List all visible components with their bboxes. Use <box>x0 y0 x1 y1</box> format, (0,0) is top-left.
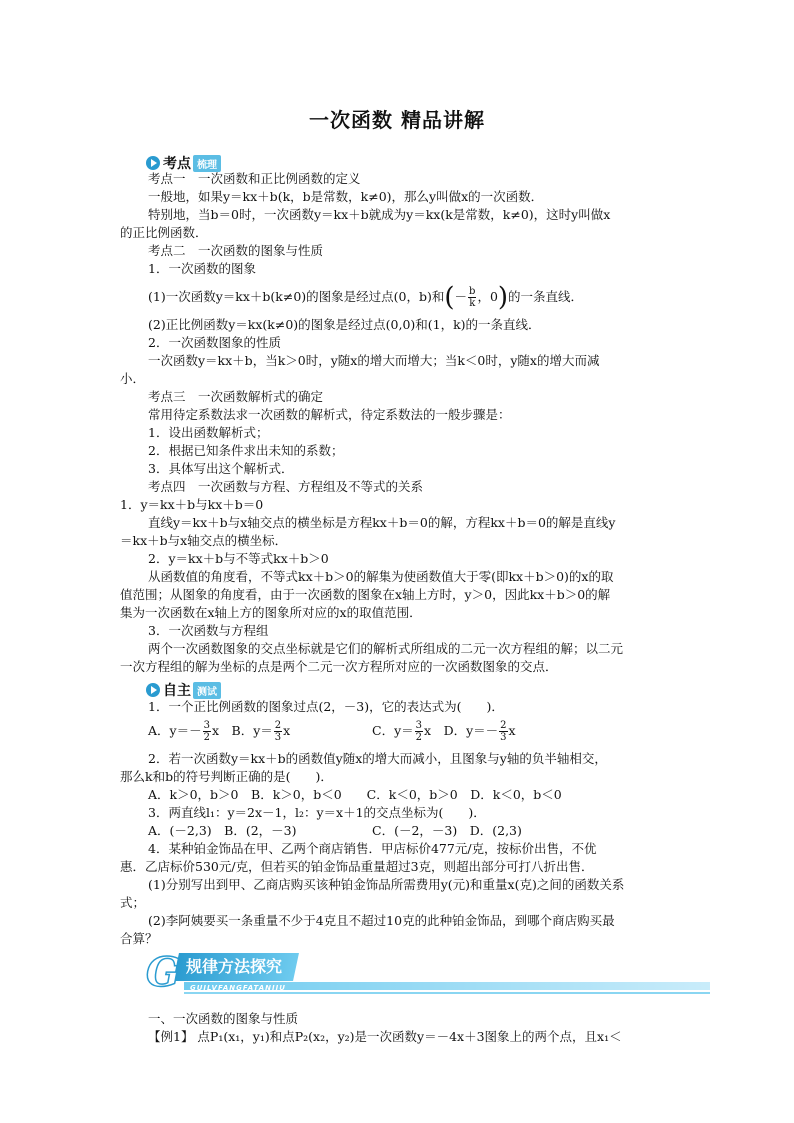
text-line: 集为一次函数在x轴上方的图象所对应的x的取值范围． <box>120 605 422 620</box>
text-line: 一、一次函数的图象与性质 <box>148 1011 299 1026</box>
question-3: 3．两直线l₁：y＝2x－1，l₂：y＝x＋1的交点坐标为( )． <box>148 805 486 820</box>
question-2-options: A．k＞0，b＞0 B．k＞0，b＜0 C．k＜0，b＞0 D．k＜0，b＜0 <box>148 787 562 802</box>
text-line: 考点四 一次函数与方程、方程组及不等式的关系 <box>148 479 424 494</box>
fraction: $\frac{b}{k}$ <box>469 286 476 309</box>
text-line: 从函数值的角度看，不等式kx＋b＞0的解集为使函数值大于零(即kx＋b＞0)的x的取 <box>148 569 614 584</box>
text-line: 小． <box>120 371 146 386</box>
section-heading-main: 考点 <box>163 156 191 172</box>
text-line: 的正比例函数． <box>120 225 208 240</box>
text-line: 常用待定系数法求一次函数的解析式，待定系数法的一般步骤是： <box>148 407 511 422</box>
text-line: 1．y＝kx＋b与kx＋b＝0 <box>120 497 264 512</box>
text-line: 2．y＝kx＋b与不等式kx＋b＞0 <box>148 551 329 566</box>
text-line: 1．设出函数解析式； <box>148 425 269 440</box>
text-segment: (1)一次函数y＝kx＋b(k≠0)的图象是经过点(0，b)和 <box>148 289 445 304</box>
question-1: 1．一个正比例函数的图象过点(2，－3)，它的表达式为( )． <box>148 699 504 714</box>
fraction: $\frac{3}{2}$ <box>415 720 423 743</box>
section-heading-sub: 测试 <box>193 682 221 699</box>
text-line: 特别地，当b＝0时，一次函数y＝kx＋b就成为y＝kx(k是常数，k≠0)，这时y叫做x <box>148 207 611 222</box>
fraction: $\frac{2}{3}$ <box>274 720 282 743</box>
text-line: 惠．乙店标价530元/克，但若买的铂金饰品重量超过3克，则超出部分可打八折出售． <box>120 859 594 874</box>
text-line: 两个一次函数图象的交点坐标就是它们的解析式所组成的二元一次方程组的解；以二元 <box>148 641 624 656</box>
fraction: $\frac{2}{3}$ <box>500 720 507 743</box>
text-line: 3．一次函数与方程组 <box>148 623 269 638</box>
text-line: ＝kx＋b与x轴交点的横坐标． <box>120 533 288 548</box>
text-segment: 的一条直线． <box>508 289 584 304</box>
question-4: 4．某种铂金饰品在甲、乙两个商店销售．甲店标价477元/克，按标价出售，不优 <box>148 841 597 856</box>
text-line: (2)正比例函数y＝kx(k≠0)的图象是经过点(0,0)和(1，k)的一条直线． <box>148 317 541 332</box>
question-3-options-left: A．(－2,3) B．(2，－3) <box>148 823 297 838</box>
option-b: x B．y＝ <box>211 723 273 738</box>
option-c: C．y＝ <box>372 723 414 738</box>
text-line: 式； <box>120 895 146 910</box>
page-title: 一次函数 精品讲解 <box>309 108 485 132</box>
text-line: 值范围；从图象的角度看，由于一次函数的图象在x轴上方时，y＞0，因此kx＋b＞0的解 <box>120 587 611 602</box>
question-2: 2．若一次函数y＝kx＋b的函数值y随x的增大而减小，且图象与y轴的负半轴相交， <box>148 751 607 766</box>
text-line: 一次方程组的解为坐标的点是两个二元一次方程所对应的一次函数图象的交点． <box>120 659 558 674</box>
text-line: 直线y＝kx＋b与x轴交点的横坐标是方程kx＋b＝0的解，方程kx＋b＝0的解是直线y <box>148 515 616 530</box>
section-heading-sub: 梳理 <box>193 155 221 172</box>
section-heading-main: 自主 <box>163 683 191 699</box>
text-line: (1)分别写出到甲、乙商店购买该种铂金饰品所需费用y(元)和重量x(克)之间的函数关系 <box>148 877 625 892</box>
text-line: 2．一次函数图象的性质 <box>148 335 281 350</box>
section-heading-zizhu <box>146 680 221 700</box>
question-3-options-right: C．(－2，－3) D．(2,3) <box>372 823 522 838</box>
text-line: 考点一 一次函数和正比例函数的定义 <box>148 171 361 186</box>
play-arrow-icon <box>146 156 160 170</box>
text-line: 合算？ <box>120 931 158 946</box>
example-1: 【例1】 点P₁(x₁，y₁)和点P₂(x₂，y₂)是一次函数y＝－4x＋3图象上的两个点，且x₁＜ <box>148 1029 622 1044</box>
option-a: A．y＝－ <box>148 723 202 738</box>
banner-pinyin: GUILVFANGFATANJIU <box>190 984 286 992</box>
question-1-options-right: C．y＝ $\frac{3}{2}$ x D．y＝－ $\frac{2}{3}$ x <box>372 720 516 743</box>
text-line: 1．一次函数的图象 <box>148 261 256 276</box>
text-line: (2)李阿姨要买一条重量不少于4克且不超过10克的此种铂金饰品，到哪个商店购买最 <box>148 913 615 928</box>
text-line: 考点二 一次函数的图象与性质 <box>148 243 324 258</box>
text-line: 考点三 一次函数解析式的确定 <box>148 389 324 404</box>
text-line: 3．具体写出这个解析式． <box>148 461 294 476</box>
fraction: $\frac{3}{2}$ <box>203 720 210 743</box>
text-line: 那么k和b的符号判断正确的是( )． <box>120 769 333 784</box>
text-line: 2．根据已知条件求出未知的系数； <box>148 443 344 458</box>
g-logo-icon: G <box>146 949 181 996</box>
option-d: x D．y＝－ <box>424 723 499 738</box>
text-segment: ，0 <box>477 289 498 304</box>
text-line: 一般地，如果y＝kx＋b(k，b是常数，k≠0)，那么y叫做x的一次函数． <box>148 189 544 204</box>
text-line-with-fraction: (1)一次函数y＝kx＋b(k≠0)的图象是经过点(0，b)和(－ $\frac{b}{k}$ ，0)的一条直线． <box>148 282 584 313</box>
banner-label: 规律方法探究 <box>173 953 299 981</box>
section-banner <box>144 950 710 1004</box>
play-arrow-icon <box>146 683 160 697</box>
question-1-options: A．y＝－ $\frac{3}{2}$ x B．y＝ $\frac{2}{3}$ x <box>148 720 291 743</box>
text-line: 一次函数y＝kx＋b，当k＞0时，y随x的增大而增大；当k＜0时，y随x的增大而减 <box>148 353 600 368</box>
